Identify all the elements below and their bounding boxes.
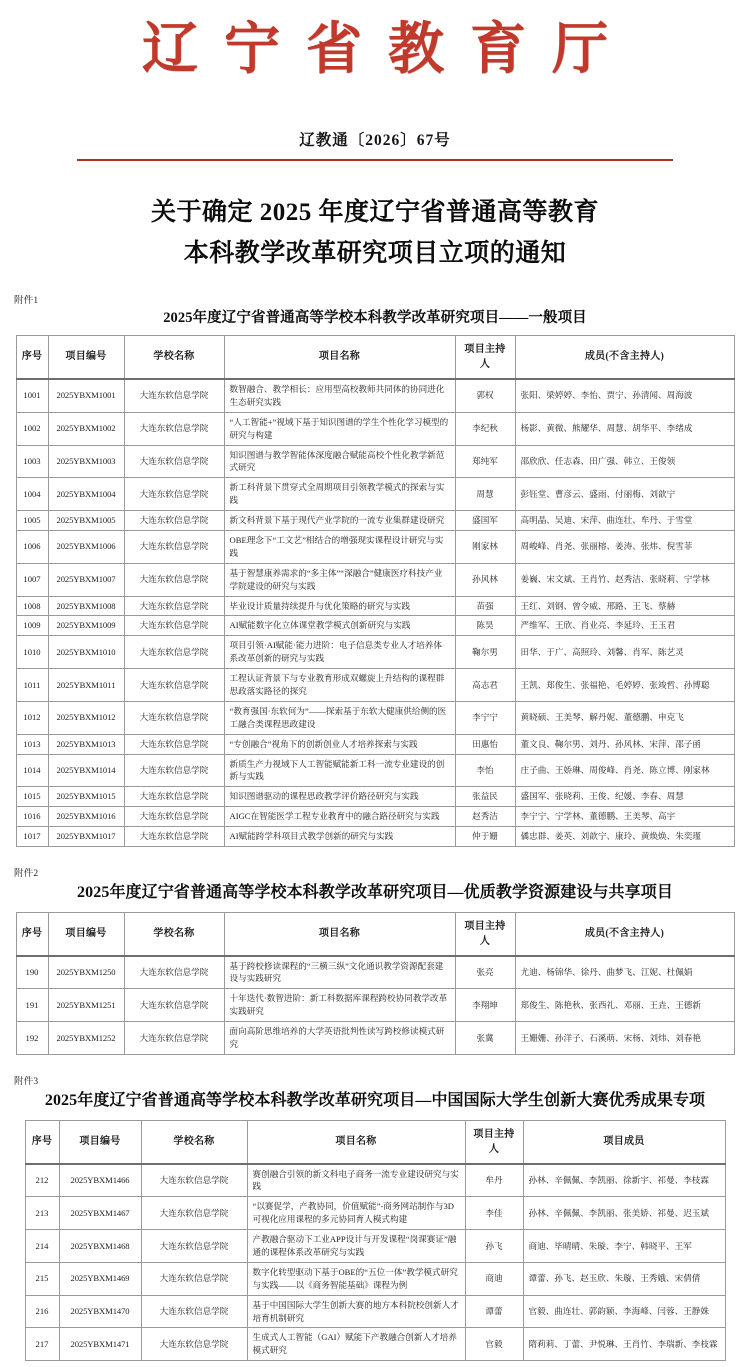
cell-code: 2025YBXM1011 xyxy=(48,669,124,702)
cell-project-name: 新工科背景下贯穿式全周期项目引领教学模式的探索与实践 xyxy=(224,478,455,511)
cell-index: 1015 xyxy=(16,787,48,807)
column-header-code: 项目编号 xyxy=(59,1120,141,1164)
table-row xyxy=(16,701,734,734)
cell-leader: 仲于姗 xyxy=(455,827,515,847)
cell-project-name: 毕业设计质量持续提升与优化策略的研究与实践 xyxy=(224,596,455,616)
cell-leader: 官毅 xyxy=(465,1328,523,1361)
table-row xyxy=(25,1230,725,1263)
cell-index: 192 xyxy=(16,1022,48,1055)
cell-leader: 陈昊 xyxy=(455,616,515,636)
cell-code: 2025YBXM1012 xyxy=(48,701,124,734)
cell-members: 黄晓硕、王美琴、解丹妮、董德鹏、申克飞 xyxy=(515,701,734,734)
cell-leader: 李怡 xyxy=(455,754,515,787)
cell-code: 2025YBXM1007 xyxy=(48,563,124,596)
cell-index: 1002 xyxy=(16,412,48,445)
table-row xyxy=(16,1022,734,1055)
cell-leader: 田惠怡 xyxy=(455,734,515,754)
cell-members: 商迪、毕晴晴、朱璇、李宁、韩晓平、王军 xyxy=(523,1230,725,1263)
cell-school: 大连东软信息学院 xyxy=(141,1230,247,1263)
cell-members: 杨影、黄微、熊耀华、周慧、胡华平、李绪成 xyxy=(515,412,734,445)
cell-index: 1007 xyxy=(16,563,48,596)
cell-members: 张阳、梁婷婷、李怡、贾宁、孙清闻、周海波 xyxy=(515,379,734,412)
cell-leader: 李纪秋 xyxy=(455,412,515,445)
cell-code: 2025YBXM1010 xyxy=(48,636,124,669)
cell-index: 1011 xyxy=(16,669,48,702)
column-header-code: 项目编号 xyxy=(48,912,124,956)
cell-project-name: “专创融合”视角下的创新创业人才培养探索与实践 xyxy=(224,734,455,754)
table-row xyxy=(16,827,734,847)
attachment-tag-3: 附件3 xyxy=(14,1076,39,1087)
project-table-1 xyxy=(16,335,735,847)
table-row xyxy=(25,1164,725,1197)
cell-members: 周峻峰、肖尧、张丽榕、姜涛、张炜、倪雪菲 xyxy=(515,530,734,563)
cell-project-name: 生成式人工智能（GAI）赋能下产教融合创新人才培养模式研究 xyxy=(247,1328,465,1361)
cell-code: 2025YBXM1002 xyxy=(48,412,124,445)
cell-index: 1005 xyxy=(16,511,48,531)
cell-school: 大连东软信息学院 xyxy=(124,734,224,754)
cell-school: 大连东软信息学院 xyxy=(124,596,224,616)
cell-members: 王红、刘钢、曾令威、邢路、王飞、蔡赫 xyxy=(515,596,734,616)
cell-index: 217 xyxy=(25,1328,59,1361)
cell-leader: 牟丹 xyxy=(465,1164,523,1197)
cell-members: 李宁宁、宁学林、董德鹏、王美琴、高宇 xyxy=(515,807,734,827)
column-header-leader: 项目主持人 xyxy=(455,912,515,956)
cell-members: 董文良、鞠尔男、刘丹、孙风林、宋萍、邵子函 xyxy=(515,734,734,754)
cell-index: 213 xyxy=(25,1197,59,1230)
cell-members: 尤迪、杨锦华、徐丹、曲梦飞、江妮、杜佩娟 xyxy=(515,956,734,989)
table-row xyxy=(16,734,734,754)
cell-members: 官毅、曲连壮、郭韵颖、李海峰、闫蓉、王静姝 xyxy=(523,1295,725,1328)
attachment-tag-1: 附件1 xyxy=(14,296,39,307)
table-row xyxy=(25,1295,725,1328)
table-row xyxy=(16,636,734,669)
cell-members: 严维军、王欣、肖业亮、李延玲、王玉君 xyxy=(515,616,734,636)
cell-code: 2025YBXM1005 xyxy=(48,511,124,531)
cell-school: 大连东软信息学院 xyxy=(124,478,224,511)
project-table-3-body xyxy=(25,1164,725,1361)
cell-code: 2025YBXM1251 xyxy=(48,989,124,1022)
cell-project-name: 知识图谱驱动的课程思政教学评价路径研究与实践 xyxy=(224,787,455,807)
cell-index: 1004 xyxy=(16,478,48,511)
cell-index: 1010 xyxy=(16,636,48,669)
cell-leader: 孙飞 xyxy=(465,1230,523,1263)
cell-school: 大连东软信息学院 xyxy=(124,563,224,596)
cell-project-name: 项目引领·AI赋能·能力进阶：电子信息类专业人才培养体系改革创新的研究与实践 xyxy=(224,636,455,669)
cell-project-name: 数字化转型驱动下基于OBE的“五位一体”教学模式研究与实践——以《商务智能基础》课程为例 xyxy=(247,1262,465,1295)
cell-code: 2025YBXM1013 xyxy=(48,734,124,754)
project-table-1-body xyxy=(16,379,734,847)
table-header-row xyxy=(16,335,734,379)
cell-code: 2025YBXM1006 xyxy=(48,530,124,563)
cell-index: 1012 xyxy=(16,701,48,734)
cell-members: 邵欣欣、任志森、田广强、韩立、王俊领 xyxy=(515,445,734,478)
cell-leader: 李翔坤 xyxy=(455,989,515,1022)
cell-code: 2025YBXM1004 xyxy=(48,478,124,511)
cell-project-name: 十年迭代·数智进阶：新工科数据库课程跨校协同教学改革实践研究 xyxy=(224,989,455,1022)
table-row xyxy=(25,1262,725,1295)
cell-code: 2025YBXM1467 xyxy=(59,1197,141,1230)
cell-leader: 盛国军 xyxy=(455,511,515,531)
document-number: 辽教通〔2026〕67号 xyxy=(299,132,451,150)
table-row xyxy=(16,511,734,531)
cell-leader: 张亮 xyxy=(455,956,515,989)
cell-project-name: 新文科背景下基于现代产业学院的一流专业集群建设研究 xyxy=(224,511,455,531)
cell-index: 1016 xyxy=(16,807,48,827)
letterhead xyxy=(0,0,750,161)
table-row xyxy=(16,616,734,636)
cell-project-name: 基于中国国际大学生创新大赛的地方本科院校创新人才培育机制研究 xyxy=(247,1295,465,1328)
cell-school: 大连东软信息学院 xyxy=(124,787,224,807)
cell-leader: 张益民 xyxy=(455,787,515,807)
cell-school: 大连东软信息学院 xyxy=(124,379,224,412)
cell-code: 2025YBXM1471 xyxy=(59,1328,141,1361)
cell-leader: 张冀 xyxy=(455,1022,515,1055)
page-bottom-spacer xyxy=(0,1361,750,1367)
attachment-section-2 xyxy=(0,865,750,1055)
cell-code: 2025YBXM1014 xyxy=(48,754,124,787)
cell-code: 2025YBXM1001 xyxy=(48,379,124,412)
column-header-school: 学校名称 xyxy=(124,335,224,379)
cell-members: 隋莉莉、丁蕾、尹悦琳、王肖竹、李瑞新、李枝霖 xyxy=(523,1328,725,1361)
cell-project-name: “人工智能+”视域下基于知识图谱的学生个性化学习模型的研究与构建 xyxy=(224,412,455,445)
document-title xyxy=(75,193,675,274)
table-header-row xyxy=(25,1120,725,1164)
cell-leader: 赵秀洁 xyxy=(455,807,515,827)
cell-members: 孙林、辛佩佩、李凯丽、徐新宇、祁曼、李枝霖 xyxy=(523,1164,725,1197)
cell-school: 大连东软信息学院 xyxy=(124,807,224,827)
column-header-name: 项目名称 xyxy=(224,912,455,956)
cell-leader: 郑纯军 xyxy=(455,445,515,478)
cell-index: 212 xyxy=(25,1164,59,1197)
cell-members: 王凯、郑俊生、张福艳、毛婷婷、张竣哲、孙博聪 xyxy=(515,669,734,702)
column-header-code: 项目编号 xyxy=(48,335,124,379)
cell-project-name: “以赛促学，产教协同，价值赋能”-商务网站制作与3D可视化应用课程的多元协同育人模式构建 xyxy=(247,1197,465,1230)
cell-code: 2025YBXM1009 xyxy=(48,616,124,636)
cell-project-name: 知识图谱与教学智能体深度融合赋能高校个性化教学新范式研究 xyxy=(224,445,455,478)
table-row xyxy=(16,669,734,702)
table-row xyxy=(25,1328,725,1361)
attachment-heading-1: 2025年度辽宁省普通高等学校本科教学改革研究项目——一般项目 xyxy=(163,310,587,327)
cell-members: 孙林、辛佩佩、李凯丽、张美娇、祁曼、迟玉斌 xyxy=(523,1197,725,1230)
table-row xyxy=(16,787,734,807)
cell-project-name: 面向高阶思维培养的大学英语批判性读写跨校修读模式研究 xyxy=(224,1022,455,1055)
cell-leader: 李佳 xyxy=(465,1197,523,1230)
cell-code: 2025YBXM1008 xyxy=(48,596,124,616)
cell-index: 1013 xyxy=(16,734,48,754)
cell-project-name: OBE理念下“工文艺”相结合的增强现实课程设计研究与实践 xyxy=(224,530,455,563)
attachment-section-1 xyxy=(0,292,750,847)
cell-project-name: AIGC在智能医学工程专业教育中的融合路径研究与实践 xyxy=(224,807,455,827)
cell-school: 大连东软信息学院 xyxy=(124,412,224,445)
attachment-tag-2: 附件2 xyxy=(14,869,39,879)
cell-school: 大连东软信息学院 xyxy=(124,989,224,1022)
cell-leader: 郭权 xyxy=(455,379,515,412)
cell-leader: 孙风林 xyxy=(455,563,515,596)
cell-code: 2025YBXM1468 xyxy=(59,1230,141,1263)
document-title-line-1: 关于确定 2025 年度辽宁省普通高等教育 xyxy=(150,199,599,227)
cell-code: 2025YBXM1252 xyxy=(48,1022,124,1055)
attachment-section-3 xyxy=(0,1073,750,1361)
cell-school: 大连东软信息学院 xyxy=(124,827,224,847)
table-row xyxy=(16,956,734,989)
cell-members: 僪忠群、姜英、刘歆宁、康玲、黄焕焕、朱奕瑾 xyxy=(515,827,734,847)
cell-project-name: 基于跨校修读课程的“三横三纵”文化通识教学资源配套建设与实践研究 xyxy=(224,956,455,989)
red-divider-rule xyxy=(77,159,673,161)
column-header-members: 成员(不含主持人) xyxy=(515,335,734,379)
column-header-name: 项目名称 xyxy=(224,335,455,379)
cell-school: 大连东软信息学院 xyxy=(124,530,224,563)
attachment-heading-3: 2025年度辽宁省普通高等学校本科教学改革研究项目—中国国际大学生创新大赛优秀成果专项 xyxy=(44,1091,706,1109)
table-header-row xyxy=(16,912,734,956)
cell-project-name: 工程认证背景下与专业教育形成双螺旋上升结构的课程群思政落实路径的探究 xyxy=(224,669,455,702)
cell-project-name: 新质生产力视域下人工智能赋能新工科一流专业建设的创新与实践 xyxy=(224,754,455,787)
cell-school: 大连东软信息学院 xyxy=(124,701,224,734)
column-header-name: 项目名称 xyxy=(247,1120,465,1164)
table-row xyxy=(16,379,734,412)
cell-index: 216 xyxy=(25,1295,59,1328)
table-row xyxy=(25,1197,725,1230)
cell-school: 大连东软信息学院 xyxy=(141,1262,247,1295)
cell-index: 190 xyxy=(16,956,48,989)
column-header-members: 项目成员 xyxy=(523,1120,725,1164)
cell-members: 谭蕾、孙飞、赵玉欣、朱璇、王秀娥、宋倩倩 xyxy=(523,1262,725,1295)
table-row xyxy=(16,754,734,787)
column-header-school: 学校名称 xyxy=(141,1120,247,1164)
column-header-members: 成员(不含主持人) xyxy=(515,912,734,956)
table-row xyxy=(16,596,734,616)
cell-code: 2025YBXM1016 xyxy=(48,807,124,827)
column-header-index: 序号 xyxy=(16,335,48,379)
project-table-2-body xyxy=(16,956,734,1055)
cell-members: 高明晶、吴迪、宋萍、曲连壮、牟丹、于雪堂 xyxy=(515,511,734,531)
cell-members: 田华、于广、高照玲、刘馨、肖军、陈艺灵 xyxy=(515,636,734,669)
cell-index: 1003 xyxy=(16,445,48,478)
cell-leader: 苗强 xyxy=(455,596,515,616)
cell-project-name: AI赋能数字化立体课堂教学模式创新研究与实践 xyxy=(224,616,455,636)
cell-leader: 谭蕾 xyxy=(465,1295,523,1328)
cell-school: 大连东软信息学院 xyxy=(124,616,224,636)
cell-code: 2025YBXM1469 xyxy=(59,1262,141,1295)
table-row xyxy=(16,412,734,445)
column-header-leader: 项目主持人 xyxy=(465,1120,523,1164)
cell-code: 2025YBXM1015 xyxy=(48,787,124,807)
cell-code: 2025YBXM1466 xyxy=(59,1164,141,1197)
cell-school: 大连东软信息学院 xyxy=(124,956,224,989)
column-header-index: 序号 xyxy=(25,1120,59,1164)
agency-name: 辽宁省教育厅 xyxy=(142,19,634,81)
cell-school: 大连东软信息学院 xyxy=(124,636,224,669)
cell-school: 大连东软信息学院 xyxy=(124,754,224,787)
cell-school: 大连东软信息学院 xyxy=(124,445,224,478)
cell-index: 1014 xyxy=(16,754,48,787)
cell-members: 彭钰堂、曹彦云、盛雨、付丽梅、刘歆宁 xyxy=(515,478,734,511)
cell-members: 王姗姗、孙洋子、石溪萌、宋杨、刘炜、刘春艳 xyxy=(515,1022,734,1055)
cell-school: 大连东软信息学院 xyxy=(124,511,224,531)
cell-school: 大连东软信息学院 xyxy=(141,1295,247,1328)
project-table-3 xyxy=(25,1120,726,1362)
cell-project-name: 赛创融合引领的新文科电子商务一流专业建设研究与实践 xyxy=(247,1164,465,1197)
cell-project-name: AI赋能跨学科项目式教学创新的研究与实践 xyxy=(224,827,455,847)
cell-members: 盛国军、张晓莉、王俊、纪媛、李春、周慧 xyxy=(515,787,734,807)
cell-leader: 周慧 xyxy=(455,478,515,511)
cell-members: 庄子曲、王娇琳、周俊峰、肖尧、陈立博、刚家林 xyxy=(515,754,734,787)
cell-project-name: 产教融合驱动下工业APP设计与开发课程“岗课赛证”融通的课程体系改革研究与实践 xyxy=(247,1230,465,1263)
cell-index: 1009 xyxy=(16,616,48,636)
cell-index: 191 xyxy=(16,989,48,1022)
cell-project-name: “教育强国·东软何为”——探索基于东软大健康供给侧的医工融合类课程思政建设 xyxy=(224,701,455,734)
cell-leader: 刚家林 xyxy=(455,530,515,563)
cell-code: 2025YBXM1003 xyxy=(48,445,124,478)
cell-code: 2025YBXM1250 xyxy=(48,956,124,989)
cell-index: 1008 xyxy=(16,596,48,616)
cell-leader: 商迪 xyxy=(465,1262,523,1295)
column-header-leader: 项目主持人 xyxy=(455,335,515,379)
cell-school: 大连东软信息学院 xyxy=(124,669,224,702)
cell-index: 1017 xyxy=(16,827,48,847)
cell-project-name: 数智融合、教学相长：应用型高校教师共同体的协同进化生态研究实践 xyxy=(224,379,455,412)
cell-members: 姜巍、宋文斌、王肖竹、赵秀洁、张晓莉、宁学林 xyxy=(515,563,734,596)
table-row xyxy=(16,563,734,596)
column-header-index: 序号 xyxy=(16,912,48,956)
attachment-heading-2: 2025年度辽宁省普通高等学校本科教学改革研究项目—优质教学资源建设与共享项目 xyxy=(77,884,673,901)
cell-school: 大连东软信息学院 xyxy=(141,1197,247,1230)
table-row xyxy=(16,807,734,827)
cell-index: 1001 xyxy=(16,379,48,412)
cell-school: 大连东软信息学院 xyxy=(141,1328,247,1361)
cell-leader: 李宁宁 xyxy=(455,701,515,734)
cell-code: 2025YBXM1017 xyxy=(48,827,124,847)
cell-members: 郑俊生、陈艳秋、张西礼、邓丽、王垚、王德新 xyxy=(515,989,734,1022)
cell-leader: 鞠尔男 xyxy=(455,636,515,669)
project-table-2 xyxy=(16,912,735,1055)
cell-leader: 高志君 xyxy=(455,669,515,702)
cell-school: 大连东软信息学院 xyxy=(141,1164,247,1197)
cell-index: 215 xyxy=(25,1262,59,1295)
column-header-school: 学校名称 xyxy=(124,912,224,956)
table-row xyxy=(16,530,734,563)
cell-index: 1006 xyxy=(16,530,48,563)
table-row xyxy=(16,989,734,1022)
document-title-line-2: 本科教学改革研究项目立项的通知 xyxy=(183,239,567,267)
table-row xyxy=(16,445,734,478)
cell-code: 2025YBXM1470 xyxy=(59,1295,141,1328)
table-row xyxy=(16,478,734,511)
cell-school: 大连东软信息学院 xyxy=(124,1022,224,1055)
cell-index: 214 xyxy=(25,1230,59,1263)
cell-project-name: 基于智慧康养需求的“多主体”“深融合”健康医疗科技产业学院建设的研究与实践 xyxy=(224,563,455,596)
